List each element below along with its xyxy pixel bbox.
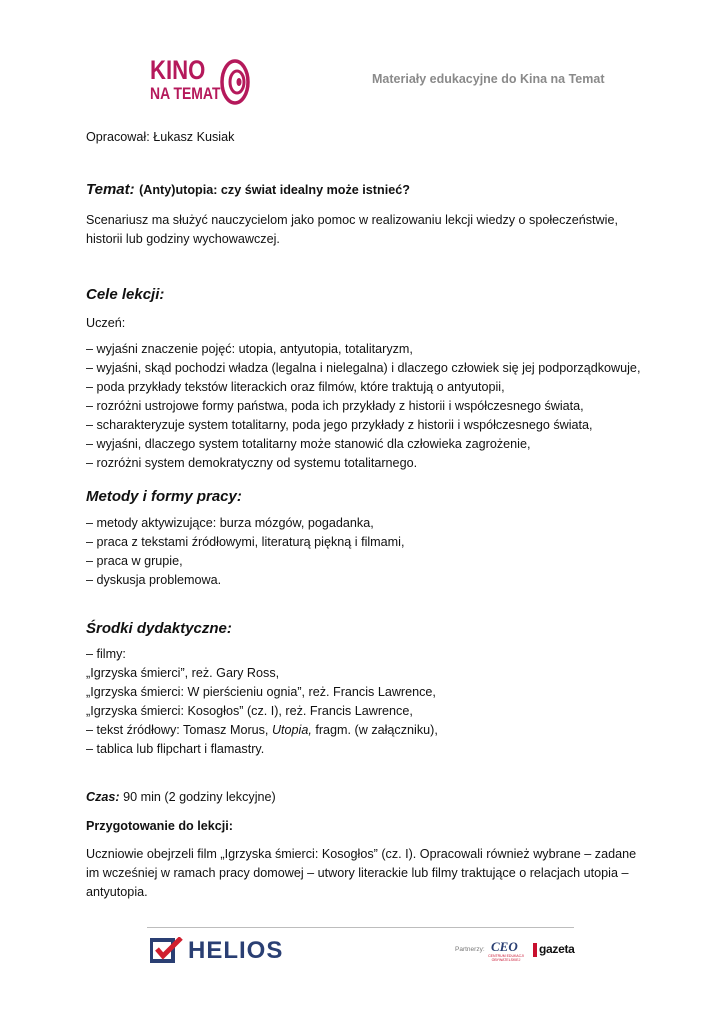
means-list [86, 645, 438, 759]
list-item: – wyjaśni znaczenie pojęć: utopia, antyutopia, totalitaryzm, [86, 342, 413, 356]
list-item: „Igrzyska śmierci: W pierścieniu ognia”, reż. Francis Lawrence, [86, 685, 436, 699]
means-heading: Środki dydaktyczne: [86, 620, 232, 637]
methods-heading: Metody i formy pracy: [86, 488, 242, 505]
kino-logo [150, 56, 260, 112]
ceo-logo [488, 940, 524, 962]
helios-wordmark: HELIOS [188, 937, 284, 964]
topic-label: Temat: [86, 181, 135, 198]
footer-divider [147, 927, 574, 928]
methods-list [86, 514, 404, 590]
goals-list [86, 340, 640, 473]
list-item: – dyskusja problemowa. [86, 573, 222, 587]
ceo-subtitle: CENTRUM EDUKACJI OBYWATELSKIEJ [488, 954, 524, 962]
source-suffix: fragm. (w załączniku), [311, 723, 438, 737]
gazeta-logo [533, 941, 575, 959]
preparation-paragraph: Uczniowie obejrzeli film „Igrzyska śmierci: Kosogłos” (cz. I). Opracowali również wybrane – zadane im wcześniej w ramach pracy domowej – utwory literackie lub filmy traktujące o relacjach utopia – antyutopia. [86, 847, 637, 899]
source-title: Utopia, [271, 723, 312, 737]
list-item: – poda przykłady tekstów literackich oraz filmów, które traktują o antyutopii, [86, 380, 505, 394]
film-reel-icon [220, 56, 254, 110]
goals-heading: Cele lekcji: [86, 286, 165, 303]
helios-logo [150, 937, 290, 965]
ceo-wordmark: CEO [491, 939, 518, 954]
time-line [86, 788, 276, 807]
list-item [86, 721, 438, 740]
list-item: – wyjaśni, skąd pochodzi władza (legalna i nielegalna) i dlaczego człowiek się jej podporządkowuje, [86, 361, 641, 375]
gazeta-wordmark: gazeta [539, 942, 575, 956]
logo-line1: KINO [150, 55, 206, 85]
helios-check-icon [150, 937, 184, 963]
goals-lead: Uczeń: [86, 316, 126, 330]
list-item: „Igrzyska śmierci: Kosogłos” (cz. I), reż. Francis Lawrence, [86, 704, 413, 718]
list-item: „Igrzyska śmierci”, reż. Gary Ross, [86, 666, 280, 680]
list-item: – tablica lub flipchart i flamastry. [86, 742, 265, 756]
header [0, 0, 725, 120]
partners-label: Partnerzy: [455, 946, 485, 953]
list-item: – praca w grupie, [86, 554, 183, 568]
author-line: Opracował: Łukasz Kusiak [86, 130, 235, 144]
list-item: – metody aktywizujące: burza mózgów, pogadanka, [86, 516, 374, 530]
logo-line2: NA TEMAT [150, 84, 221, 103]
list-item: – scharakteryzuje system totalitarny, poda jego przykłady z historii i współczesnego świata, [86, 418, 593, 432]
list-item: – rozróżni ustrojowe formy państwa, poda ich przykłady z historii i współczesnego świata, [86, 399, 584, 413]
header-tagline: Materiały edukacyjne do Kina na Temat [372, 72, 605, 86]
list-item: – filmy: [86, 647, 126, 661]
preparation-heading: Przygotowanie do lekcji: [86, 819, 233, 833]
time-value: 90 min (2 godziny lekcyjne) [123, 790, 276, 804]
source-prefix: – tekst źródłowy: Tomasz Morus, [86, 723, 272, 737]
intro-paragraph: Scenariusz ma służyć nauczycielom jako pomoc w realizowaniu lekcji wiedzy o społeczeństwie, historii lub godziny wychowawczej. [86, 213, 618, 246]
time-label: Czas: [86, 790, 120, 804]
list-item: – wyjaśni, dlaczego system totalitarny może stanowić dla człowieka zagrożenie, [86, 437, 531, 451]
list-item: – rozróżni system demokratyczny od systemu totalitarnego. [86, 456, 418, 470]
topic-line [86, 181, 410, 199]
list-item: – praca z tekstami źródłowymi, literaturą piękną i filmami, [86, 535, 405, 549]
topic-text: (Anty)utopia: czy świat idealny może istnieć? [139, 183, 410, 197]
gazeta-mark [533, 943, 537, 957]
